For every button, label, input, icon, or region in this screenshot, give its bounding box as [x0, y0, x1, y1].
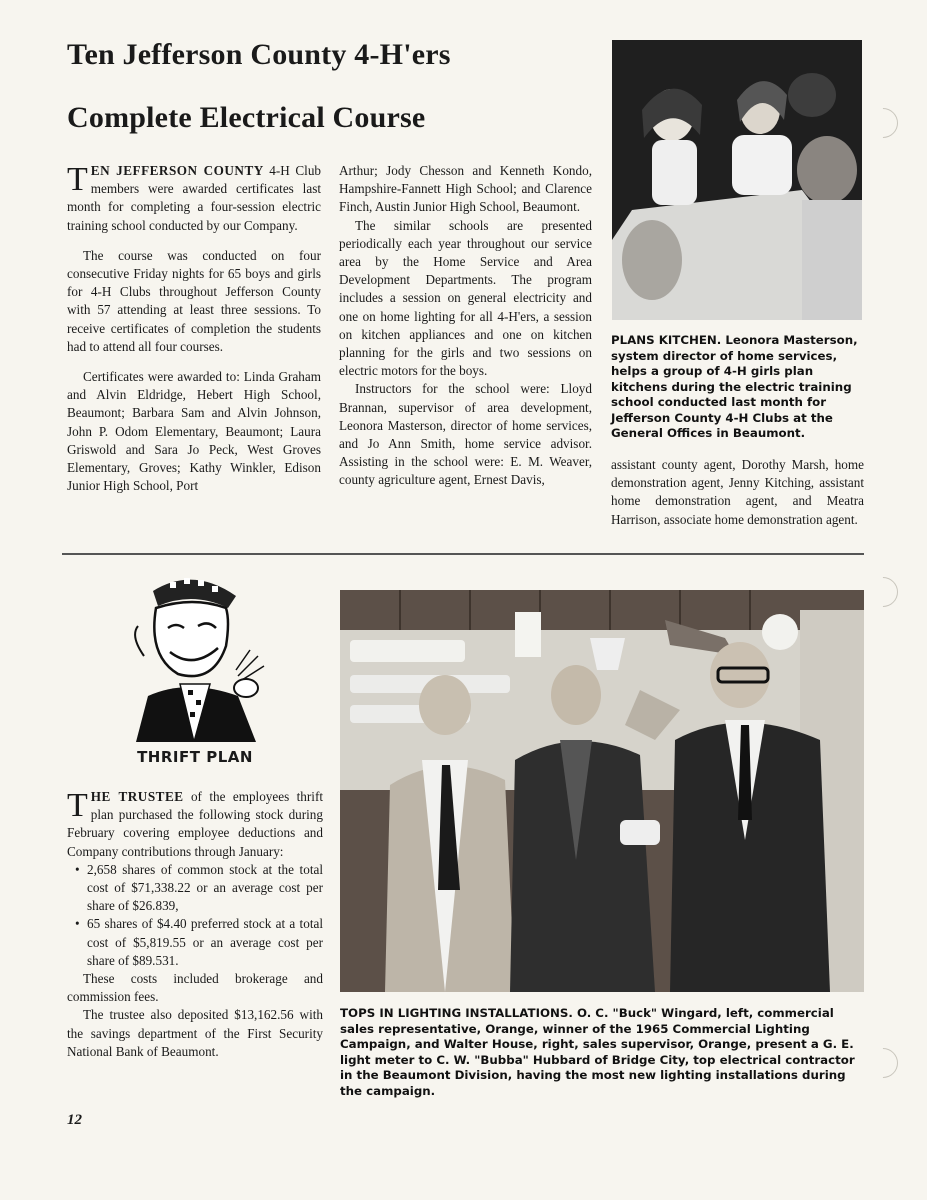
- caption-lead: PLANS KITCHEN.: [611, 333, 722, 347]
- paragraph: These costs included brokerage and commission fees.: [67, 971, 323, 1005]
- thrift-plan-heading: THRIFT PLAN: [137, 748, 253, 766]
- paragraph: 4-H Club members were awarded certificates last month for completing a four-session electric training school conducted by our Company.: [67, 163, 321, 233]
- list-item: • 2,658 shares of common stock at the total cost of $71,338.22 or an average cost per share of $26.839,: [77, 861, 323, 916]
- lead-caps: HE TRUSTEE: [90, 789, 184, 804]
- thrift-plan-text: [67, 788, 323, 1061]
- paragraph: Certificates were awarded to: Linda Graham and Alvin Eldridge, Hebert High School, Beaumont; Barbara Sam and Alvin Johnson, John P. Odom Elementary, Beaumont; Laura Griswold and Sara Jo Peck, West Groves Elementary, Groves; Kathy Winkler, Edison Junior High School, Port: [67, 369, 321, 494]
- photo-plans-kitchen: [612, 40, 862, 320]
- drop-cap: T: [67, 161, 88, 198]
- article-column-3: [611, 456, 864, 529]
- photo-illustration: [612, 40, 862, 320]
- paragraph: Arthur; Jody Chesson and Kenneth Kondo, Hampshire-Fannett High School; and Clarence Finch, Austin Junior High School, Beaumont.: [339, 163, 592, 215]
- paragraph: assistant county agent, Dorothy Marsh, home demonstration agent, Jenny Kitching, assistant home demonstration agent, and Meatra Harrison, associate home demonstration agent.: [611, 457, 864, 527]
- mascot-drawing: [118, 566, 268, 742]
- list-item: • 65 shares of $4.40 preferred stock at a total cost of $5,819.55 or an average cost per share of $89.531.: [77, 915, 323, 970]
- paragraph: The trustee also deposited $13,162.56 with the savings department of the First Security National Bank of Beaumont.: [67, 1007, 323, 1059]
- lead-caps: EN JEFFERSON COUNTY: [90, 163, 264, 178]
- paragraph: The similar schools are presented periodically each year throughout our service area by the Home Service and Area Development Departments. The program includes a session on general electricity and one on home lighting for all 4-H'ers, a session on kitchen appliances and one on kitchen planning for the girls and two sessions on electric motors for the boys.: [339, 217, 592, 379]
- page-number: 12: [67, 1112, 82, 1128]
- caption-lead: TOPS IN LIGHTING INSTALLATIONS.: [340, 1006, 573, 1020]
- article-column-1: [67, 162, 321, 507]
- article-column-2: [339, 162, 592, 490]
- section-divider: [62, 553, 864, 555]
- caption-text: Leonora Masterson, system director of home services, helps a group of 4-H girls plan kitchens during the electric training school conducted last month for Jefferson County 4-H Clubs at the General Offices in Beaumont.: [611, 333, 858, 440]
- caption-text: O. C. "Buck" Wingard, left, commercial sales representative, Orange, winner of the 1965 Commercial Lighting Campaign, and Walter House, right, sales supervisor, Orange, present a G. E. light meter to C. W. "Bubba" Hubbard of Bridge City, top electrical contractor in the Beaumont Division, having the most new lighting installations during the campaign.: [340, 1006, 855, 1098]
- thrift-mascot-illustration: [118, 566, 268, 742]
- article-title-line-2: Complete Electrical Course: [67, 101, 426, 134]
- paragraph: The course was conducted on four consecutive Friday nights for 65 boys and girls for 4-H Clubs throughout Jefferson County with 57 attending at least three sessions. To receive certificates of completion the students had to attend all four courses.: [67, 247, 321, 354]
- drop-cap: T: [67, 787, 88, 824]
- photo-caption-lighting: [340, 1006, 866, 1099]
- binder-hole-mark: [862, 102, 904, 144]
- binder-hole-mark: [862, 571, 904, 613]
- binder-hole-mark: [862, 1042, 904, 1084]
- paragraph: Instructors for the school were: Lloyd Brannan, supervisor of area development, Leonora Masterson, director of home services, and Jo Ann Smith, home service advisor. Assisting in the school were: E. M. Weaver, county agriculture agent, Ernest Davis,: [339, 381, 592, 488]
- stock-purchase-list: [67, 861, 323, 970]
- paragraph: of the employees thrift plan purchased the following stock during February covering employee deductions and Company contributions through January:: [67, 789, 323, 859]
- photo-lighting-installations: [340, 590, 864, 992]
- photo-caption-plans-kitchen: [611, 333, 864, 442]
- photo-illustration: [340, 590, 864, 992]
- article-title-line-1: Ten Jefferson County 4-H'ers: [67, 38, 451, 71]
